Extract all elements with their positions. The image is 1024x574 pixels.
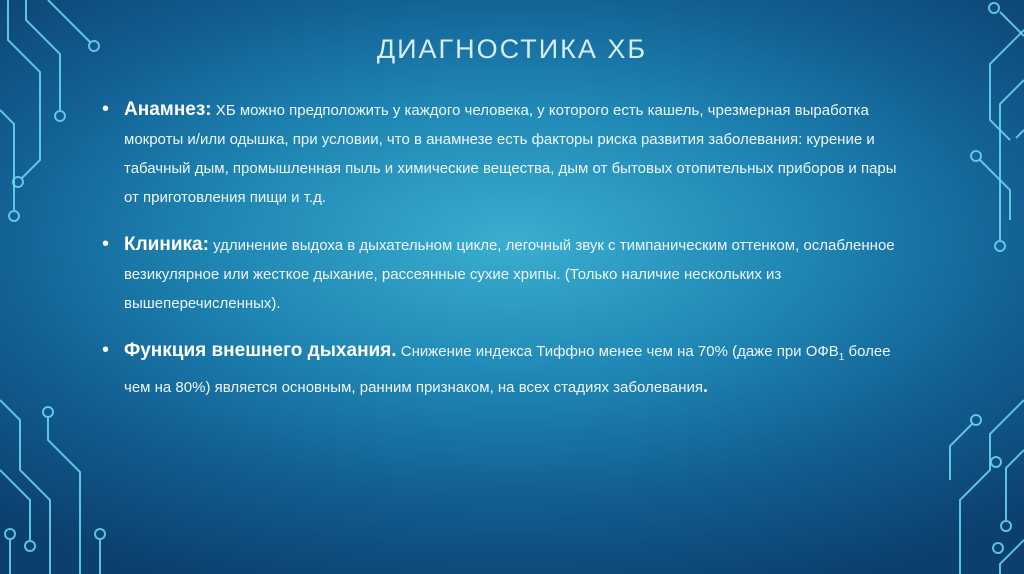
bullet-icon: • bbox=[102, 98, 110, 120]
item-term: Клиника: bbox=[124, 234, 209, 255]
bullet-item-respiratory-function bbox=[102, 336, 902, 402]
bullet-list bbox=[102, 95, 902, 420]
bullet-item-anamnesis bbox=[102, 95, 902, 212]
slide-title: ДИАГНОСТИКА ХБ bbox=[376, 34, 648, 64]
bullet-item-clinic bbox=[102, 230, 902, 318]
item-text: Снижение индекса Тиффно менее чем на 70% (даже при ОФВ bbox=[396, 343, 839, 360]
item-text: ХБ можно предположить у каждого человека, у которого есть кашель, чрезмерная выработка мокроты и/или одышка, при условии, что в анамнезе есть факторы риска развития заболевания: курение и табачный дым, промышленная пыль и химические вещества, дым от бытовых отопительных приборов и пары от приготовления пищи и т.д. bbox=[124, 102, 897, 206]
item-term: Анамнез: bbox=[124, 99, 212, 120]
bullet-icon: • bbox=[102, 339, 110, 361]
bullet-icon: • bbox=[102, 233, 110, 255]
subscript: 1 bbox=[838, 352, 845, 363]
item-end: . bbox=[703, 376, 709, 396]
item-text: удлинение выдоха в дыхательном цикле, легочный звук с тимпаническим оттенком, ослабленное везикулярное или жесткое дыхание, рассеянные сухие хрипы. (Только наличие нескольких из вышеперечисленных). bbox=[124, 237, 895, 312]
item-term: Функция внешнего дыхания. bbox=[124, 340, 397, 361]
item-text-continued: более чем на 80%) является основным, ранним признаком, на всех стадиях заболевания bbox=[124, 343, 891, 396]
